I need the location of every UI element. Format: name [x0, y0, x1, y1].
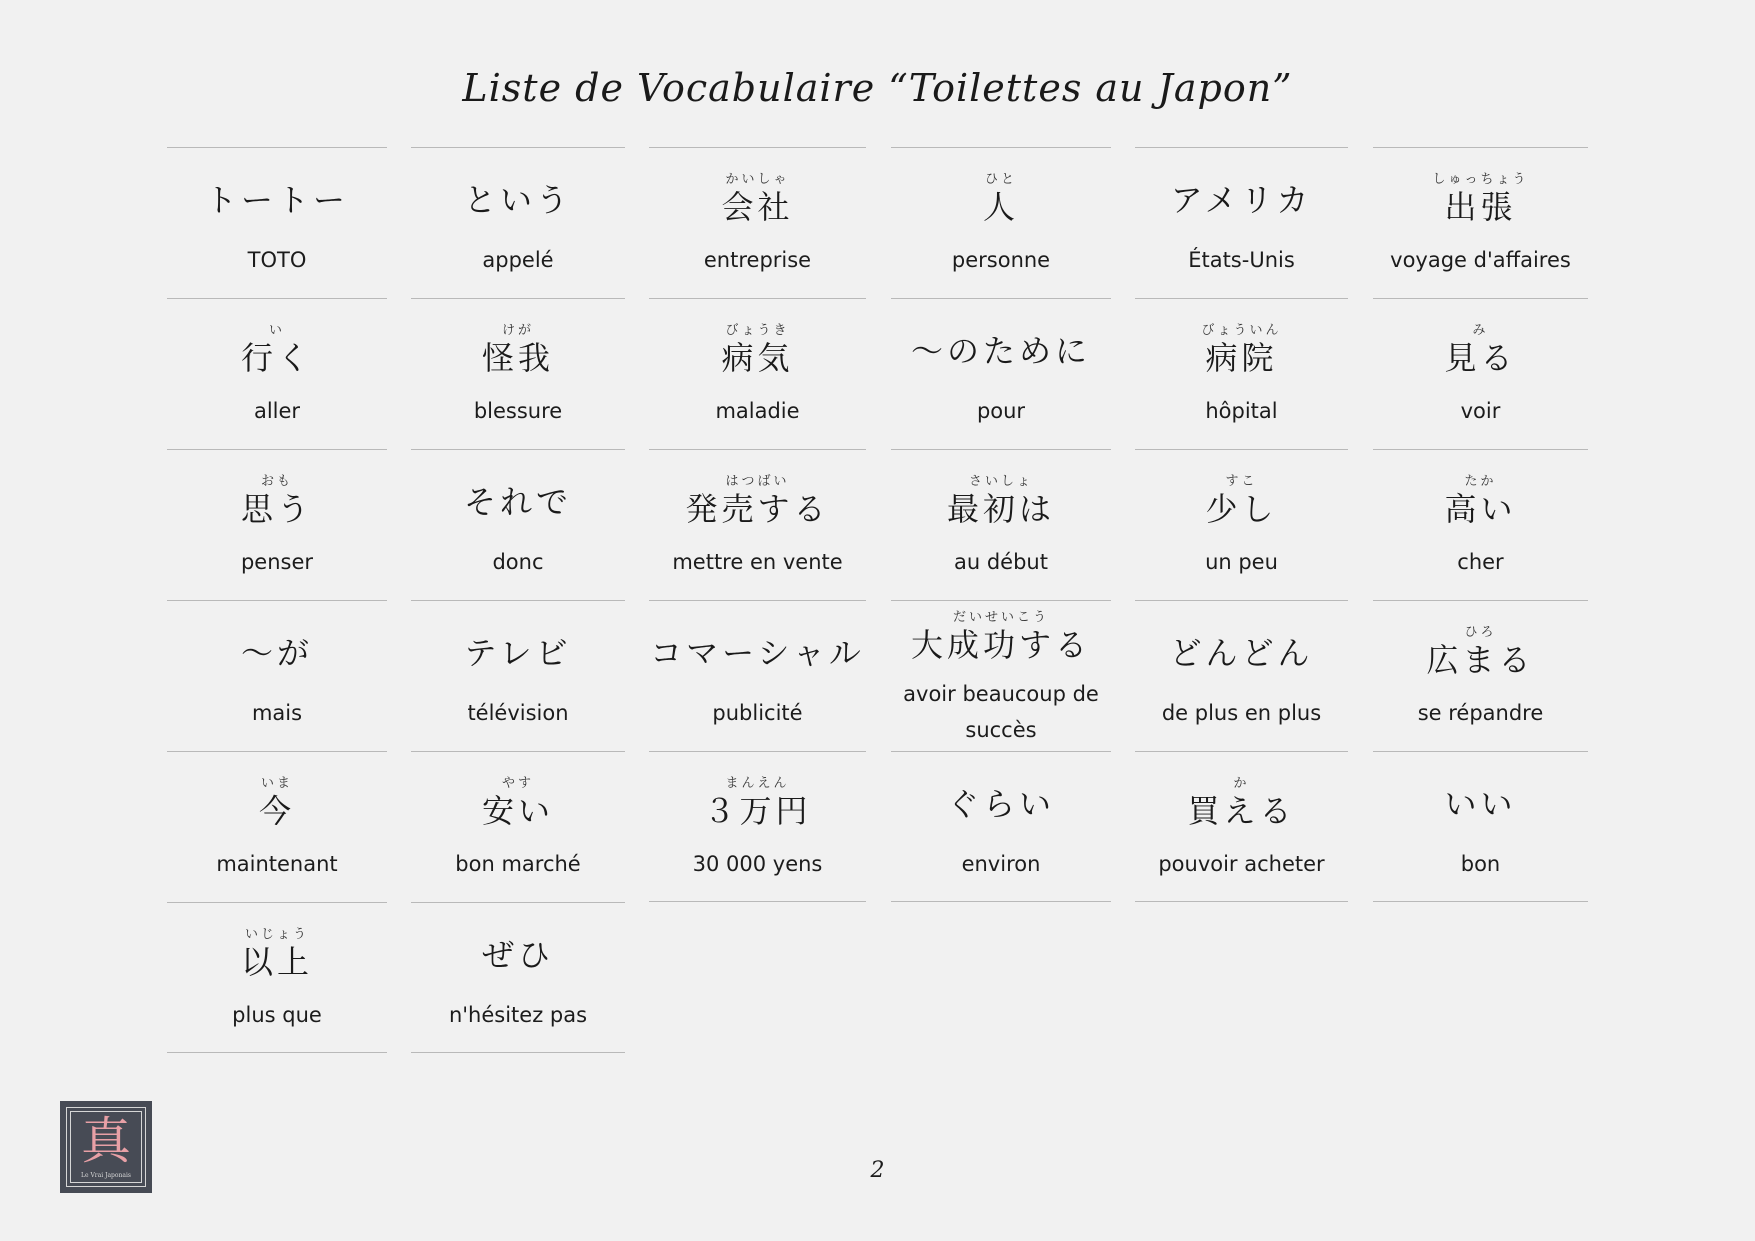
- japanese-word: 病気: [721, 339, 794, 377]
- french-translation: appelé: [482, 248, 554, 272]
- furigana-reading: ひろ: [1464, 625, 1497, 640]
- japanese-word: 買える: [1187, 792, 1296, 830]
- french-translation: un peu: [1205, 550, 1278, 574]
- vocab-card: [167, 449, 387, 600]
- vocab-card: [411, 449, 625, 600]
- french-translation: voir: [1460, 399, 1501, 423]
- furigana-reading: いじょう: [244, 927, 309, 942]
- furigana-reading: おも: [260, 474, 293, 489]
- vocab-card: [1373, 751, 1588, 902]
- vocab-card: [1135, 600, 1348, 751]
- french-translation: mettre en vente: [672, 550, 843, 574]
- japanese-word: 会社: [721, 188, 794, 226]
- furigana-reading: すこ: [1225, 474, 1258, 489]
- furigana-reading: さいしょ: [968, 474, 1033, 489]
- japanese-word: テレビ: [464, 634, 572, 672]
- furigana-reading: み: [1472, 323, 1489, 338]
- french-translation: pour: [976, 399, 1026, 423]
- japanese-word: 人: [982, 188, 1019, 226]
- vocab-card: [411, 751, 625, 902]
- vocab-card: [167, 298, 387, 449]
- vocab-card: [891, 298, 1111, 449]
- japanese-word: 思う: [240, 490, 313, 528]
- japanese-word: 安い: [481, 792, 554, 830]
- french-translation: environ: [961, 852, 1041, 876]
- furigana-reading: い: [268, 323, 285, 338]
- french-translation: TOTO: [247, 248, 307, 272]
- vocab-card: [411, 147, 625, 298]
- vocab-card: [649, 600, 866, 751]
- japanese-word: 広まる: [1426, 641, 1535, 679]
- japanese-word: ぐらい: [946, 785, 1055, 823]
- japanese-word: どんどん: [1169, 634, 1314, 672]
- french-translation: n'hésitez pas: [448, 1003, 588, 1027]
- french-translation: entreprise: [703, 248, 812, 272]
- french-translation: 30 000 yens: [692, 852, 823, 876]
- vocab-card: [1373, 298, 1588, 449]
- japanese-word: ぜひ: [481, 936, 554, 974]
- vocab-card: [411, 298, 625, 449]
- furigana-reading: だいせいこう: [952, 610, 1049, 625]
- french-translation: maintenant: [216, 852, 338, 876]
- logo-caption: Le Vrai Japonais: [81, 1172, 131, 1179]
- japanese-word: それで: [463, 483, 572, 521]
- vocab-card: [649, 298, 866, 449]
- french-translation: maladie: [715, 399, 800, 423]
- furigana-reading: やす: [501, 776, 534, 791]
- japanese-word: 今: [258, 792, 295, 830]
- japanese-word: 高い: [1444, 490, 1517, 528]
- japanese-word: 以上: [240, 943, 313, 981]
- furigana-reading: か: [1233, 776, 1250, 791]
- french-translation: hôpital: [1205, 399, 1278, 423]
- vocab-card: [411, 902, 625, 1053]
- french-translation: voyage d'affaires: [1390, 248, 1571, 272]
- vocab-card: [891, 449, 1111, 600]
- page-number: 2: [870, 1158, 885, 1183]
- vocab-card: [1373, 449, 1588, 600]
- french-translation: se répandre: [1417, 701, 1544, 725]
- japanese-word: 見る: [1444, 339, 1517, 377]
- furigana-reading: たか: [1464, 474, 1497, 489]
- furigana-reading: ひと: [984, 172, 1017, 187]
- french-translation: blessure: [473, 399, 563, 423]
- french-translation: donc: [492, 550, 544, 574]
- japanese-word: 病院: [1205, 339, 1278, 377]
- furigana-reading: びょういん: [1201, 323, 1282, 338]
- japanese-word: いい: [1444, 785, 1517, 823]
- french-translation: aller: [253, 399, 301, 423]
- japanese-word: 大成功する: [910, 626, 1091, 664]
- japanese-word: 少し: [1205, 490, 1278, 528]
- furigana-reading: はつばい: [725, 474, 790, 489]
- vocab-card: [167, 751, 387, 902]
- japanese-word: 怪我: [481, 339, 554, 377]
- french-translation: de plus en plus: [1161, 701, 1322, 725]
- vocab-card: [891, 600, 1111, 751]
- japanese-word: ～が: [240, 634, 313, 672]
- japanese-word: ～のために: [910, 332, 1091, 370]
- french-translation: télévision: [467, 701, 569, 725]
- french-translation: bon marché: [455, 852, 581, 876]
- vocab-card: [1135, 147, 1348, 298]
- japanese-word: トートー: [204, 181, 349, 219]
- japanese-word: 最初は: [946, 490, 1055, 528]
- french-translation: cher: [1457, 550, 1504, 574]
- japanese-word: 行く: [240, 339, 313, 377]
- french-translation: personne: [951, 248, 1051, 272]
- vocab-card: [891, 751, 1111, 902]
- vocab-card: [649, 449, 866, 600]
- furigana-reading: しゅっちょう: [1432, 172, 1529, 187]
- vocab-card: [1135, 751, 1348, 902]
- vocab-card: [1373, 147, 1588, 298]
- vocab-card: [891, 147, 1111, 298]
- french-translation: mais: [251, 701, 303, 725]
- vocab-card: [167, 902, 387, 1053]
- japanese-word: という: [463, 181, 572, 219]
- vocab-card: [167, 147, 387, 298]
- furigana-reading: びょうき: [725, 323, 790, 338]
- furigana-reading: かいしゃ: [725, 172, 790, 187]
- french-translation: États-Unis: [1188, 248, 1295, 272]
- french-translation: avoir beaucoup de succès: [903, 682, 1099, 742]
- furigana-reading: いま: [260, 776, 293, 791]
- french-translation: penser: [240, 550, 314, 574]
- page-title: Liste de Vocabulaire “Toilettes au Japon”: [462, 66, 1293, 110]
- vocab-card: [649, 147, 866, 298]
- french-translation: pouvoir acheter: [1158, 852, 1325, 876]
- japanese-word: コマーシャル: [650, 634, 865, 672]
- vocab-card: [167, 600, 387, 751]
- vocab-card: [1135, 298, 1348, 449]
- logo-character: 真: [81, 1112, 131, 1170]
- vocab-card: [649, 751, 866, 902]
- french-translation: au début: [954, 550, 1048, 574]
- japanese-word: 出張: [1444, 188, 1517, 226]
- vocab-card: [1373, 600, 1588, 751]
- japanese-word: ３万円: [703, 792, 812, 830]
- japanese-word: 発売する: [685, 490, 830, 528]
- french-translation: publicité: [712, 701, 803, 725]
- furigana-reading: まんえん: [725, 776, 790, 791]
- french-translation: bon: [1460, 852, 1501, 876]
- vocab-card: [1135, 449, 1348, 600]
- french-translation: plus que: [232, 1003, 322, 1027]
- furigana-reading: けが: [501, 323, 534, 338]
- vocab-card: [411, 600, 625, 751]
- japanese-word: アメリカ: [1170, 181, 1313, 219]
